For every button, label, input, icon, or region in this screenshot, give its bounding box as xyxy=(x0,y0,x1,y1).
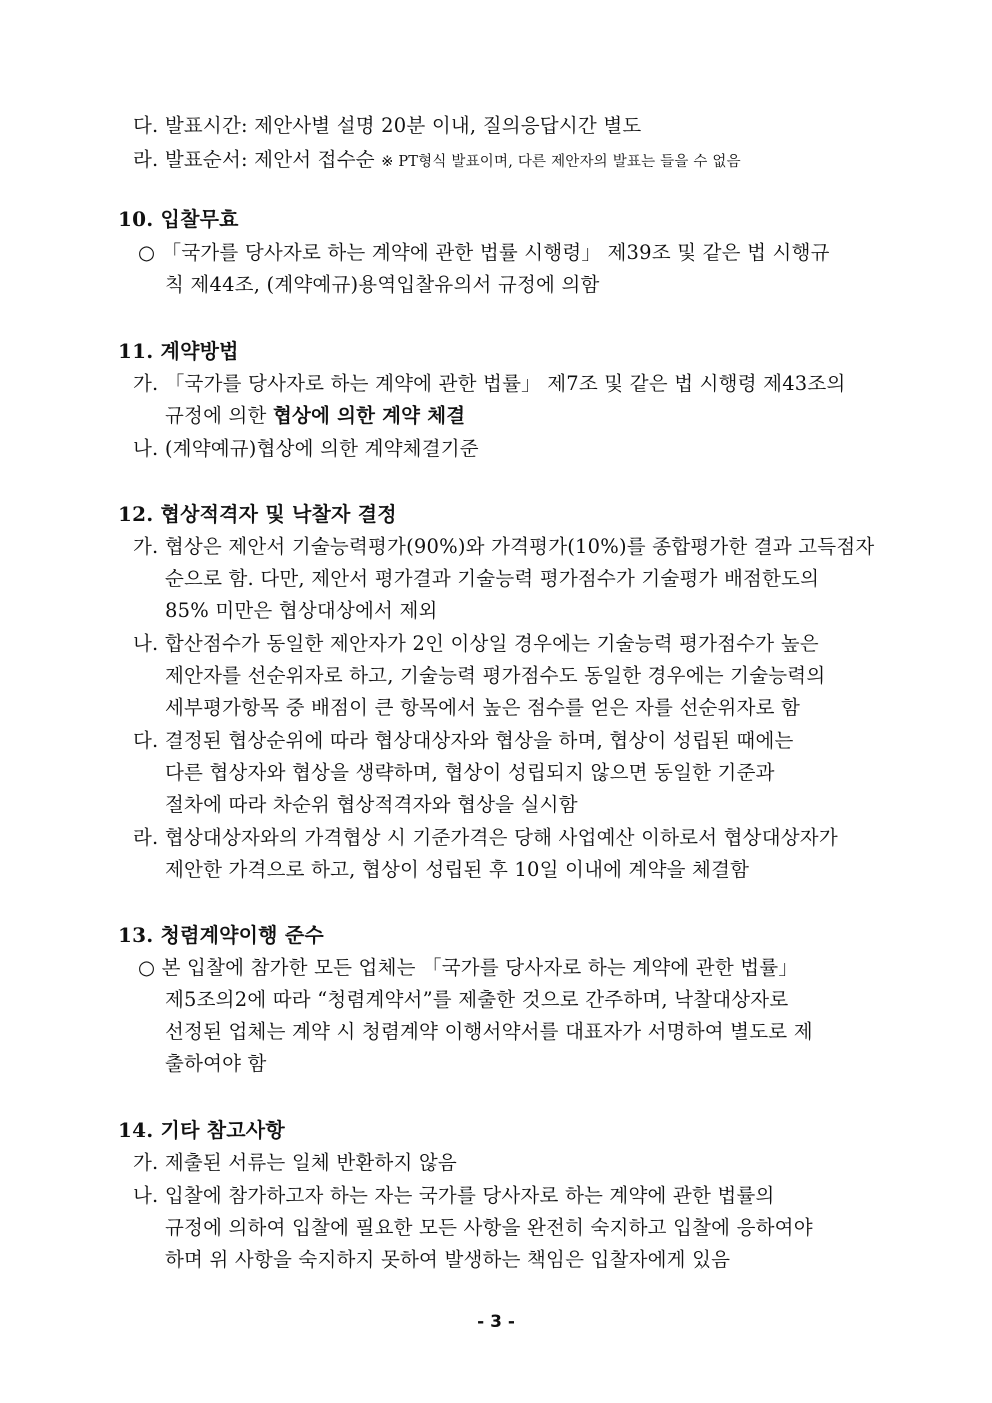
list-text-continued: 선정된 업체는 계약 시 청렴계약 이행서약서를 대표자가 서명하여 별도로 제 xyxy=(165,1020,813,1043)
list-text: (계약예규)협상에 의한 계약체결기준 xyxy=(164,437,479,460)
list-text-continued: 85% 미만은 협상대상에서 제외 xyxy=(165,599,438,622)
list-marker: 라. xyxy=(133,148,159,171)
list-text-continued: 칙 제44조, (계약예규)용역입찰유의서 규정에 의함 xyxy=(165,273,600,296)
list-item xyxy=(133,1150,457,1176)
list-marker: 다. xyxy=(133,729,159,752)
section-heading-12: 12. 협상적격자 및 낙찰자 결정 xyxy=(118,502,397,526)
list-text-continued: 출하여야 함 xyxy=(165,1052,267,1075)
section-heading-13: 13. 청렴계약이행 준수 xyxy=(118,923,324,947)
list-item xyxy=(133,728,794,754)
list-text-continued: 제안한 가격으로 하고, 협상이 성립된 후 10일 이내에 계약을 체결함 xyxy=(165,858,750,881)
list-marker: 나. xyxy=(133,437,159,460)
list-item xyxy=(138,240,898,266)
list-text-continued: 절차에 따라 차순위 협상적격자와 협상을 실시함 xyxy=(165,793,578,816)
list-marker: 나. xyxy=(133,1184,159,1207)
list-text: 「국가를 당사자로 하는 계약에 관한 법률 시행령」 제39조 및 같은 법 시행규 xyxy=(161,241,830,264)
list-text-continued: 제5조의2에 따라 “청렴계약서”를 제출한 것으로 간주하며, 낙찰대상자로 xyxy=(165,988,789,1011)
list-item xyxy=(133,1183,775,1209)
list-text: 본 입찰에 참가한 모든 업체는 「국가를 당사자로 하는 계약에 관한 법률」 xyxy=(161,956,799,979)
list-marker: 다. xyxy=(133,114,159,137)
list-text: 발표시간: 제안사별 설명 20분 이내, 질의응답시간 별도 xyxy=(164,114,642,137)
list-text: 협상은 제안서 기술능력평가(90%)와 가격평가(10%)를 종합평가한 결과 고득점자 xyxy=(164,535,875,558)
list-item-presentation-order xyxy=(133,147,741,175)
list-item xyxy=(133,825,838,851)
presentation-note: ※ PT형식 발표이며, 다른 제안자의 발표는 들을 수 없음 xyxy=(381,154,741,170)
list-text: 제출된 서류는 일체 반환하지 않음 xyxy=(164,1151,457,1174)
list-text: 규정에 의한 xyxy=(165,404,273,427)
list-text-continued: 다른 협상자와 협상을 생략하며, 협상이 성립되지 않으면 동일한 기준과 xyxy=(165,761,775,784)
emphasis-text: 협상에 의한 계약 체결 xyxy=(272,404,466,427)
list-marker: 가. xyxy=(133,1151,159,1174)
list-item xyxy=(133,631,819,657)
list-marker: 가. xyxy=(133,372,159,395)
section-heading-11: 11. 계약방법 xyxy=(118,339,239,363)
list-text: 입찰에 참가하고자 하는 자는 국가를 당사자로 하는 계약에 관한 법률의 xyxy=(164,1184,775,1207)
list-marker: 라. xyxy=(133,826,159,849)
page-number: - 3 - xyxy=(477,1312,515,1332)
list-text-continued: 순으로 함. 다만, 제안서 평가결과 기술능력 평가점수가 기술평가 배점한도의 xyxy=(165,567,820,590)
list-text: 합산점수가 동일한 제안자가 2인 이상일 경우에는 기술능력 평가점수가 높은 xyxy=(164,632,819,655)
section-heading-14: 14. 기타 참고사항 xyxy=(118,1118,285,1142)
bullet-circle-icon: ○ xyxy=(138,241,156,264)
list-text-continued: 하며 위 사항을 숙지하지 못하여 발생하는 책임은 입찰자에게 있음 xyxy=(165,1248,731,1271)
list-item-presentation-time xyxy=(133,113,641,139)
list-text: 발표순서: 제안서 접수순 xyxy=(164,148,375,171)
list-text: 결정된 협상순위에 따라 협상대상자와 협상을 하며, 협상이 성립된 때에는 xyxy=(164,729,794,752)
list-item xyxy=(133,534,874,560)
list-marker: 가. xyxy=(133,535,159,558)
section-heading-10: 10. 입찰무효 xyxy=(118,207,239,231)
list-text-continued: 규정에 의하여 입찰에 필요한 모든 사항을 완전히 숙지하고 입찰에 응하여야 xyxy=(165,1216,813,1239)
list-item xyxy=(133,436,479,462)
bullet-circle-icon: ○ xyxy=(138,956,156,979)
list-marker: 나. xyxy=(133,632,159,655)
list-text-continued xyxy=(165,403,465,429)
list-item xyxy=(138,955,798,981)
list-text: 「국가를 당사자로 하는 계약에 관한 법률」 제7조 및 같은 법 시행령 제43조의 xyxy=(164,372,846,395)
list-text: 협상대상자와의 가격협상 시 기준가격은 당해 사업예산 이하로서 협상대상자가 xyxy=(164,826,838,849)
list-text-continued: 제안자를 선순위자로 하고, 기술능력 평가점수도 동일한 경우에는 기술능력의 xyxy=(165,664,826,687)
list-text-continued: 세부평가항목 중 배점이 큰 항목에서 높은 점수를 얻은 자를 선순위자로 함 xyxy=(165,696,801,719)
list-item xyxy=(133,371,845,397)
